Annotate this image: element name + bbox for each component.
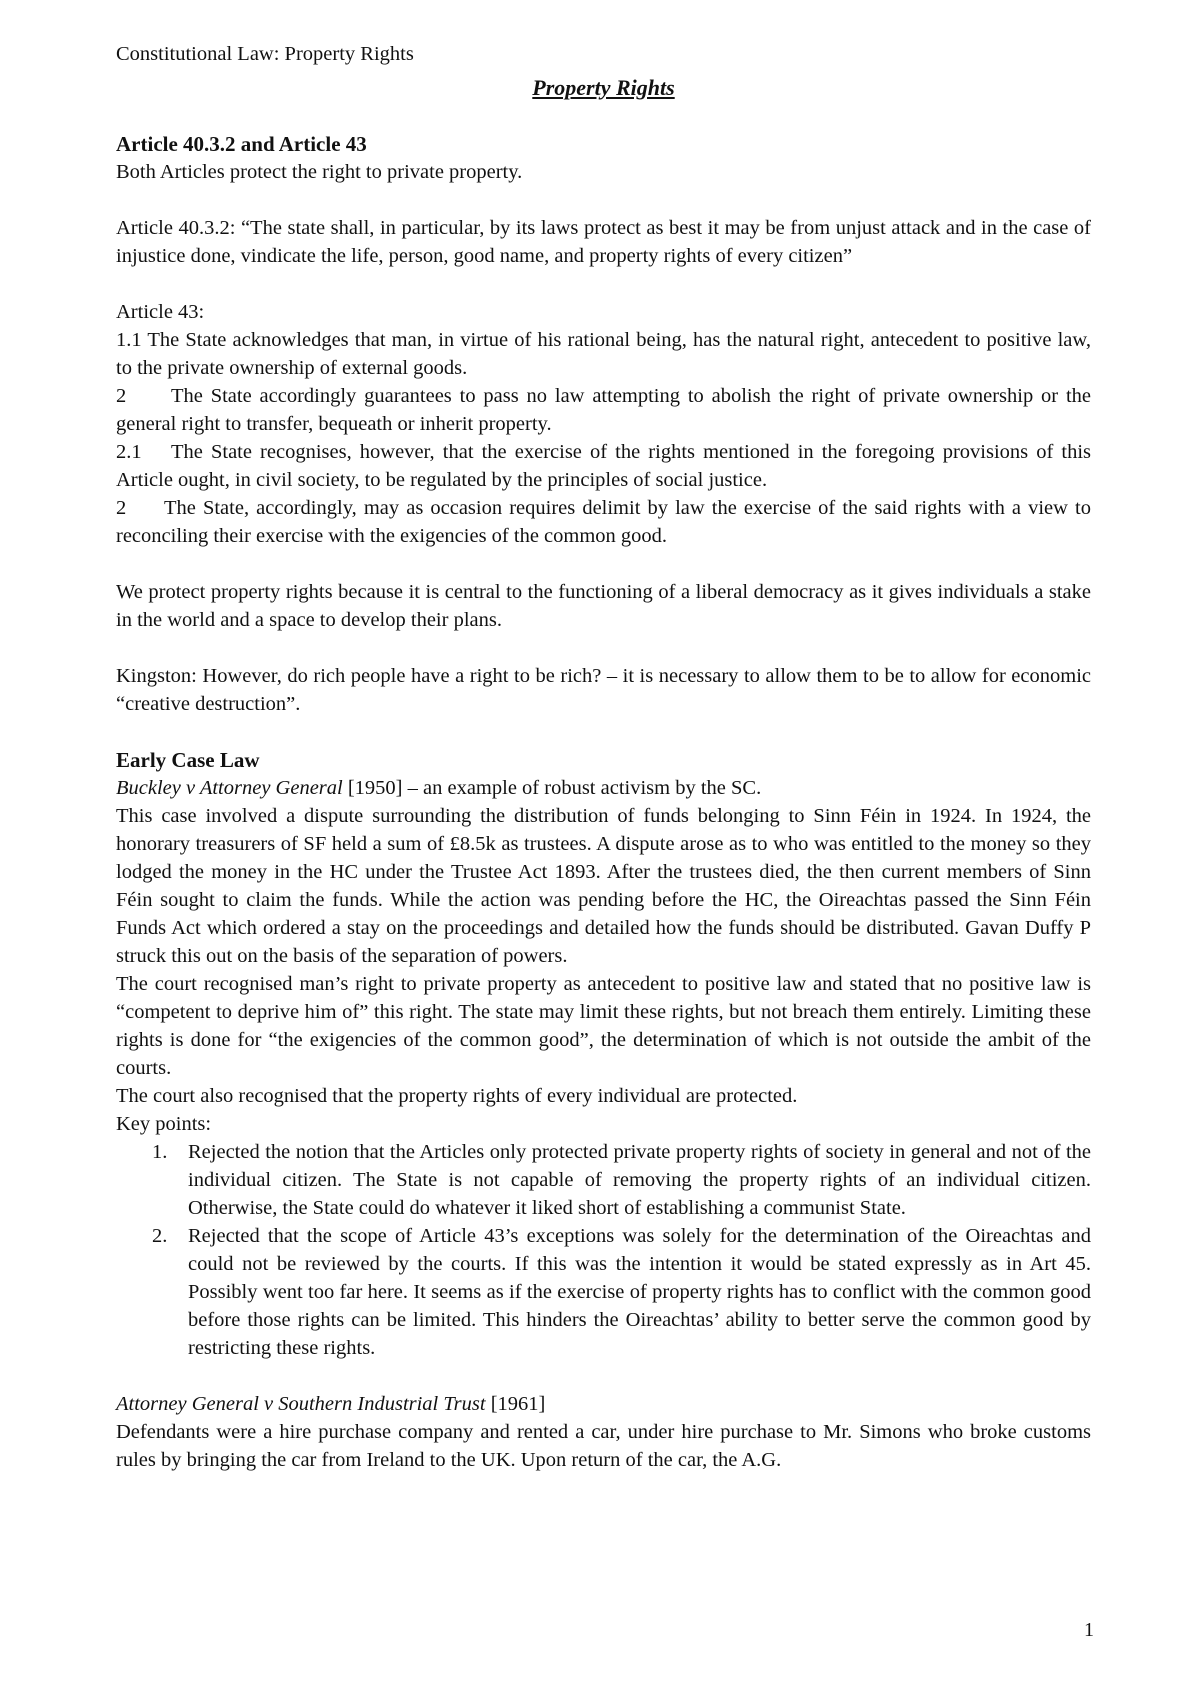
- case-citation: [1950] – an example of robust activism by the SC.: [342, 777, 762, 799]
- case-name-buckley: Buckley v Attorney General: [116, 777, 343, 799]
- spacer: [116, 186, 1091, 214]
- articles-intro: Both Articles protect the right to private property.: [116, 161, 523, 183]
- article-43-item: [116, 438, 1091, 494]
- sit-case-line: [116, 1390, 1091, 1418]
- article-43-label: Article 43:: [116, 301, 205, 323]
- article-43-item: [116, 326, 1091, 382]
- page-title: Property Rights: [532, 75, 675, 100]
- item-number: 2: [116, 385, 127, 407]
- buckley-court-paragraph: The court also recognised that the property rights of every individual are protected.: [116, 1085, 798, 1107]
- page-number: 1: [1084, 1619, 1094, 1641]
- list-item: [116, 1138, 1091, 1222]
- key-points-list: [116, 1138, 1091, 1362]
- running-header: Constitutional Law: Property Rights: [116, 43, 414, 65]
- spacer: [116, 550, 1091, 578]
- buckley-case-line: [116, 774, 1091, 802]
- list-item: [116, 1222, 1091, 1362]
- list-item-text: Rejected that the scope of Article 43’s exceptions was solely for the determination of the Oireachtas and could not be reviewed by the courts. If this was the intention it would be stated expressly as in Art 45. Possibly went too far here. It seems as if the exercise of property rights has to conflict with the common good before those rights can be limited. This hinders the Oireachtas’ ability to better serve the common good by restricting these rights.: [188, 1225, 1091, 1359]
- buckley-facts: This case involved a dispute surrounding the distribution of funds belonging to Sinn Féin in 1924. In 1924, the honorary treasurers of SF held a sum of £8.5k as trustees. A dispute arose as to who was entitled to the money so they lodged the money in the HC under the Trustee Act 1893. After the trustees died, the then current members of Sinn Féin sought to claim the funds. While the action was pending before the HC, the Oireachtas passed the Sinn Féin Funds Act which ordered a stay on the proceedings and detailed how the funds should be distributed. Gavan Duffy P struck this out on the basis of the separation of powers.: [116, 805, 1091, 967]
- key-points-label: Key points:: [116, 1113, 212, 1135]
- case-name-southern-industrial-trust: Attorney General v Southern Industrial Trust: [116, 1393, 486, 1415]
- spacer: [116, 634, 1091, 662]
- item-text: The State recognises, however, that the exercise of the rights mentioned in the foregoing provisions of this Article ought, in civil society, to be regulated by the principles of social justice.: [116, 441, 1091, 491]
- kingston-paragraph: Kingston: However, do rich people have a right to be rich? – it is necessary to allow them to be to allow for economic “creative destruction”.: [116, 665, 1091, 715]
- spacer: [116, 718, 1091, 746]
- list-item-text: Rejected the notion that the Articles only protected private property rights of society in general and not of the individual citizen. The State is not capable of removing the property rights of an individual citizen. Otherwise, the State could do whatever it liked short of establishing a communist State.: [188, 1141, 1091, 1219]
- why-protect-paragraph: We protect property rights because it is central to the functioning of a liberal democracy as it gives individuals a stake in the world and a space to develop their plans.: [116, 581, 1091, 631]
- list-item-number: 2.: [152, 1225, 168, 1247]
- item-number: 2: [116, 497, 127, 519]
- article-40-quote: Article 40.3.2: “The state shall, in particular, by its laws protect as best it may be from unjust attack and in the case of injustice done, vindicate the life, person, good name, and property rights of every citizen”: [116, 217, 1091, 267]
- buckley-court-paragraph: The court recognised man’s right to private property as antecedent to positive law and stated that no positive law is “competent to deprive him of” this right. The state may limit these rights, but not breach them entirely. Limiting these rights is done for “the exigencies of the common good”, the determination of which is not outside the ambit of the courts.: [116, 973, 1091, 1079]
- case-citation: [1961]: [485, 1393, 546, 1415]
- document-page: [116, 40, 1091, 1474]
- spacer: [116, 1362, 1091, 1390]
- item-text: The State, accordingly, may as occasion requires delimit by law the exercise of the said rights with a view to reconciling their exercise with the exigencies of the common good.: [116, 497, 1091, 547]
- spacer: [116, 270, 1091, 298]
- section-heading-early-case-law: Early Case Law: [116, 748, 260, 772]
- item-text: The State accordingly guarantees to pass no law attempting to abolish the right of private ownership or the general right to transfer, bequeath or inherit property.: [116, 385, 1091, 435]
- item-number: 2.1: [116, 441, 142, 463]
- article-43-item: [116, 494, 1091, 550]
- list-item-number: 1.: [152, 1141, 168, 1163]
- item-text: The State acknowledges that man, in virtue of his rational being, has the natural right, antecedent to positive law, to the private ownership of external goods.: [116, 329, 1091, 379]
- article-43-item: [116, 382, 1091, 438]
- section-heading-articles: Article 40.3.2 and Article 43: [116, 132, 367, 156]
- sit-facts: Defendants were a hire purchase company and rented a car, under hire purchase to Mr. Simons who broke customs rules by bringing the car from Ireland to the UK. Upon return of the car, the A.G.: [116, 1421, 1091, 1471]
- item-number: 1.1: [116, 329, 142, 351]
